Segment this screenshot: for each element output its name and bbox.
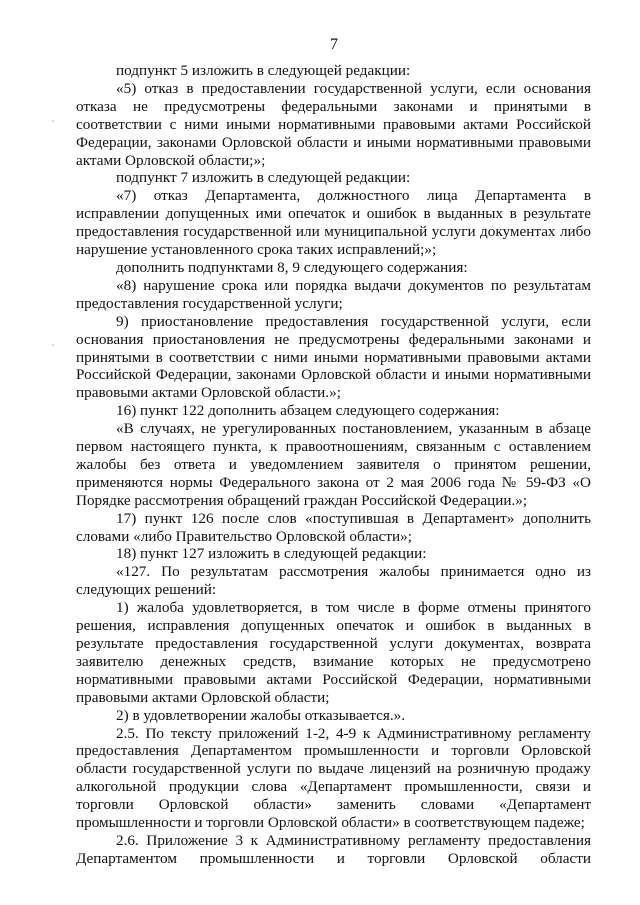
paragraph: «7) отказ Департамента, должностного лица Департамента в исправлении допущенных ими опечаток и ошибок в выданных в результате предоставления государственной или муниципальной услуги документах либо нарушение установленного срока таких исправлений;»; xyxy=(76,187,591,259)
paragraph: «127. По результатам рассмотрения жалобы принимается одно из следующих решений: xyxy=(76,563,591,599)
paragraph: дополнить подпунктами 8, 9 следующего содержания: xyxy=(116,258,468,276)
paragraph: 18) пункт 127 изложить в следующей редакции: xyxy=(116,545,427,563)
paragraph: «В случаях, не урегулированных постановлением, указанным в абзаце первом настоящего пункта, к правоотношениям, связанным с оставлением жалобы без ответа и уведомлением заявителя о принятом решении, применяются нормы Федерального закона от 2 мая 2006 года № 59-ФЗ «О Порядке рассмотрения обращений граждан Российской Федерации.»; xyxy=(76,420,591,509)
page-number: 7 xyxy=(330,36,338,53)
paragraph: 2.5. По тексту приложений 1-2, 4-9 к Административному регламенту предоставления Департаментом промышленности и торговли Орловской области государственной услуги по выдаче лицензий на розничную продажу алкогольной продукции слова «Департамент промышленности, связи и торговли Орловской области» заменить словами «Департамент промышленности и торговли Орловской области» в соответствующем падеже; xyxy=(76,724,591,832)
paragraph: 9) приостановление предоставления государственной услуги, если основания приостановления не предусмотрены федеральными законами и принятыми в соответствии с ними иными нормативными правовыми актами Российской Федерации, законами Орловской области и иными нормативными правовыми актами Орловской области.»; xyxy=(76,312,591,402)
paragraph: «8) нарушение срока или порядка выдачи документов по результатам предоставления государственной услуги; xyxy=(76,276,591,312)
paragraph: 16) пункт 122 дополнить абзацем следующего содержания: xyxy=(116,402,500,420)
paragraph: 1) жалоба удовлетворяется, в том числе в форме отмены принятого решения, исправления допущенных опечаток и ошибок в выданных в результате предоставления государственной услуги документах, возврата заявителю денежных средств, взимание которых не предусмотрено нормативными правовыми актами Российской Федерации, нормативными правовыми актами Орловской области; xyxy=(76,599,591,706)
paragraph: 17) пункт 126 после слов «поступившая в Департамент» дополнить словами «либо Правительство Орловской области»; xyxy=(76,509,591,545)
margin-mark xyxy=(52,344,54,346)
paragraph: 2) в удовлетворении жалобы отказывается.». xyxy=(116,706,406,724)
paragraph: подпункт 7 изложить в следующей редакции: xyxy=(116,169,411,187)
margin-mark xyxy=(52,120,54,122)
paragraph: подпункт 5 изложить в следующей редакции: xyxy=(116,62,411,79)
paragraph: «5) отказ в предоставлении государственной услуги, если основания отказа не предусмотрены федеральными законами и принятыми в соответствии с ними иными нормативными правовыми актами Российской Федерации, законами Орловской области и иными нормативными правовыми актами Орловской области;»; xyxy=(76,79,591,169)
paragraph: 2.6. Приложение 3 к Административному регламенту предоставления Департаментом промышленности и торговли Орловской области xyxy=(76,831,591,867)
document-body xyxy=(76,62,591,868)
